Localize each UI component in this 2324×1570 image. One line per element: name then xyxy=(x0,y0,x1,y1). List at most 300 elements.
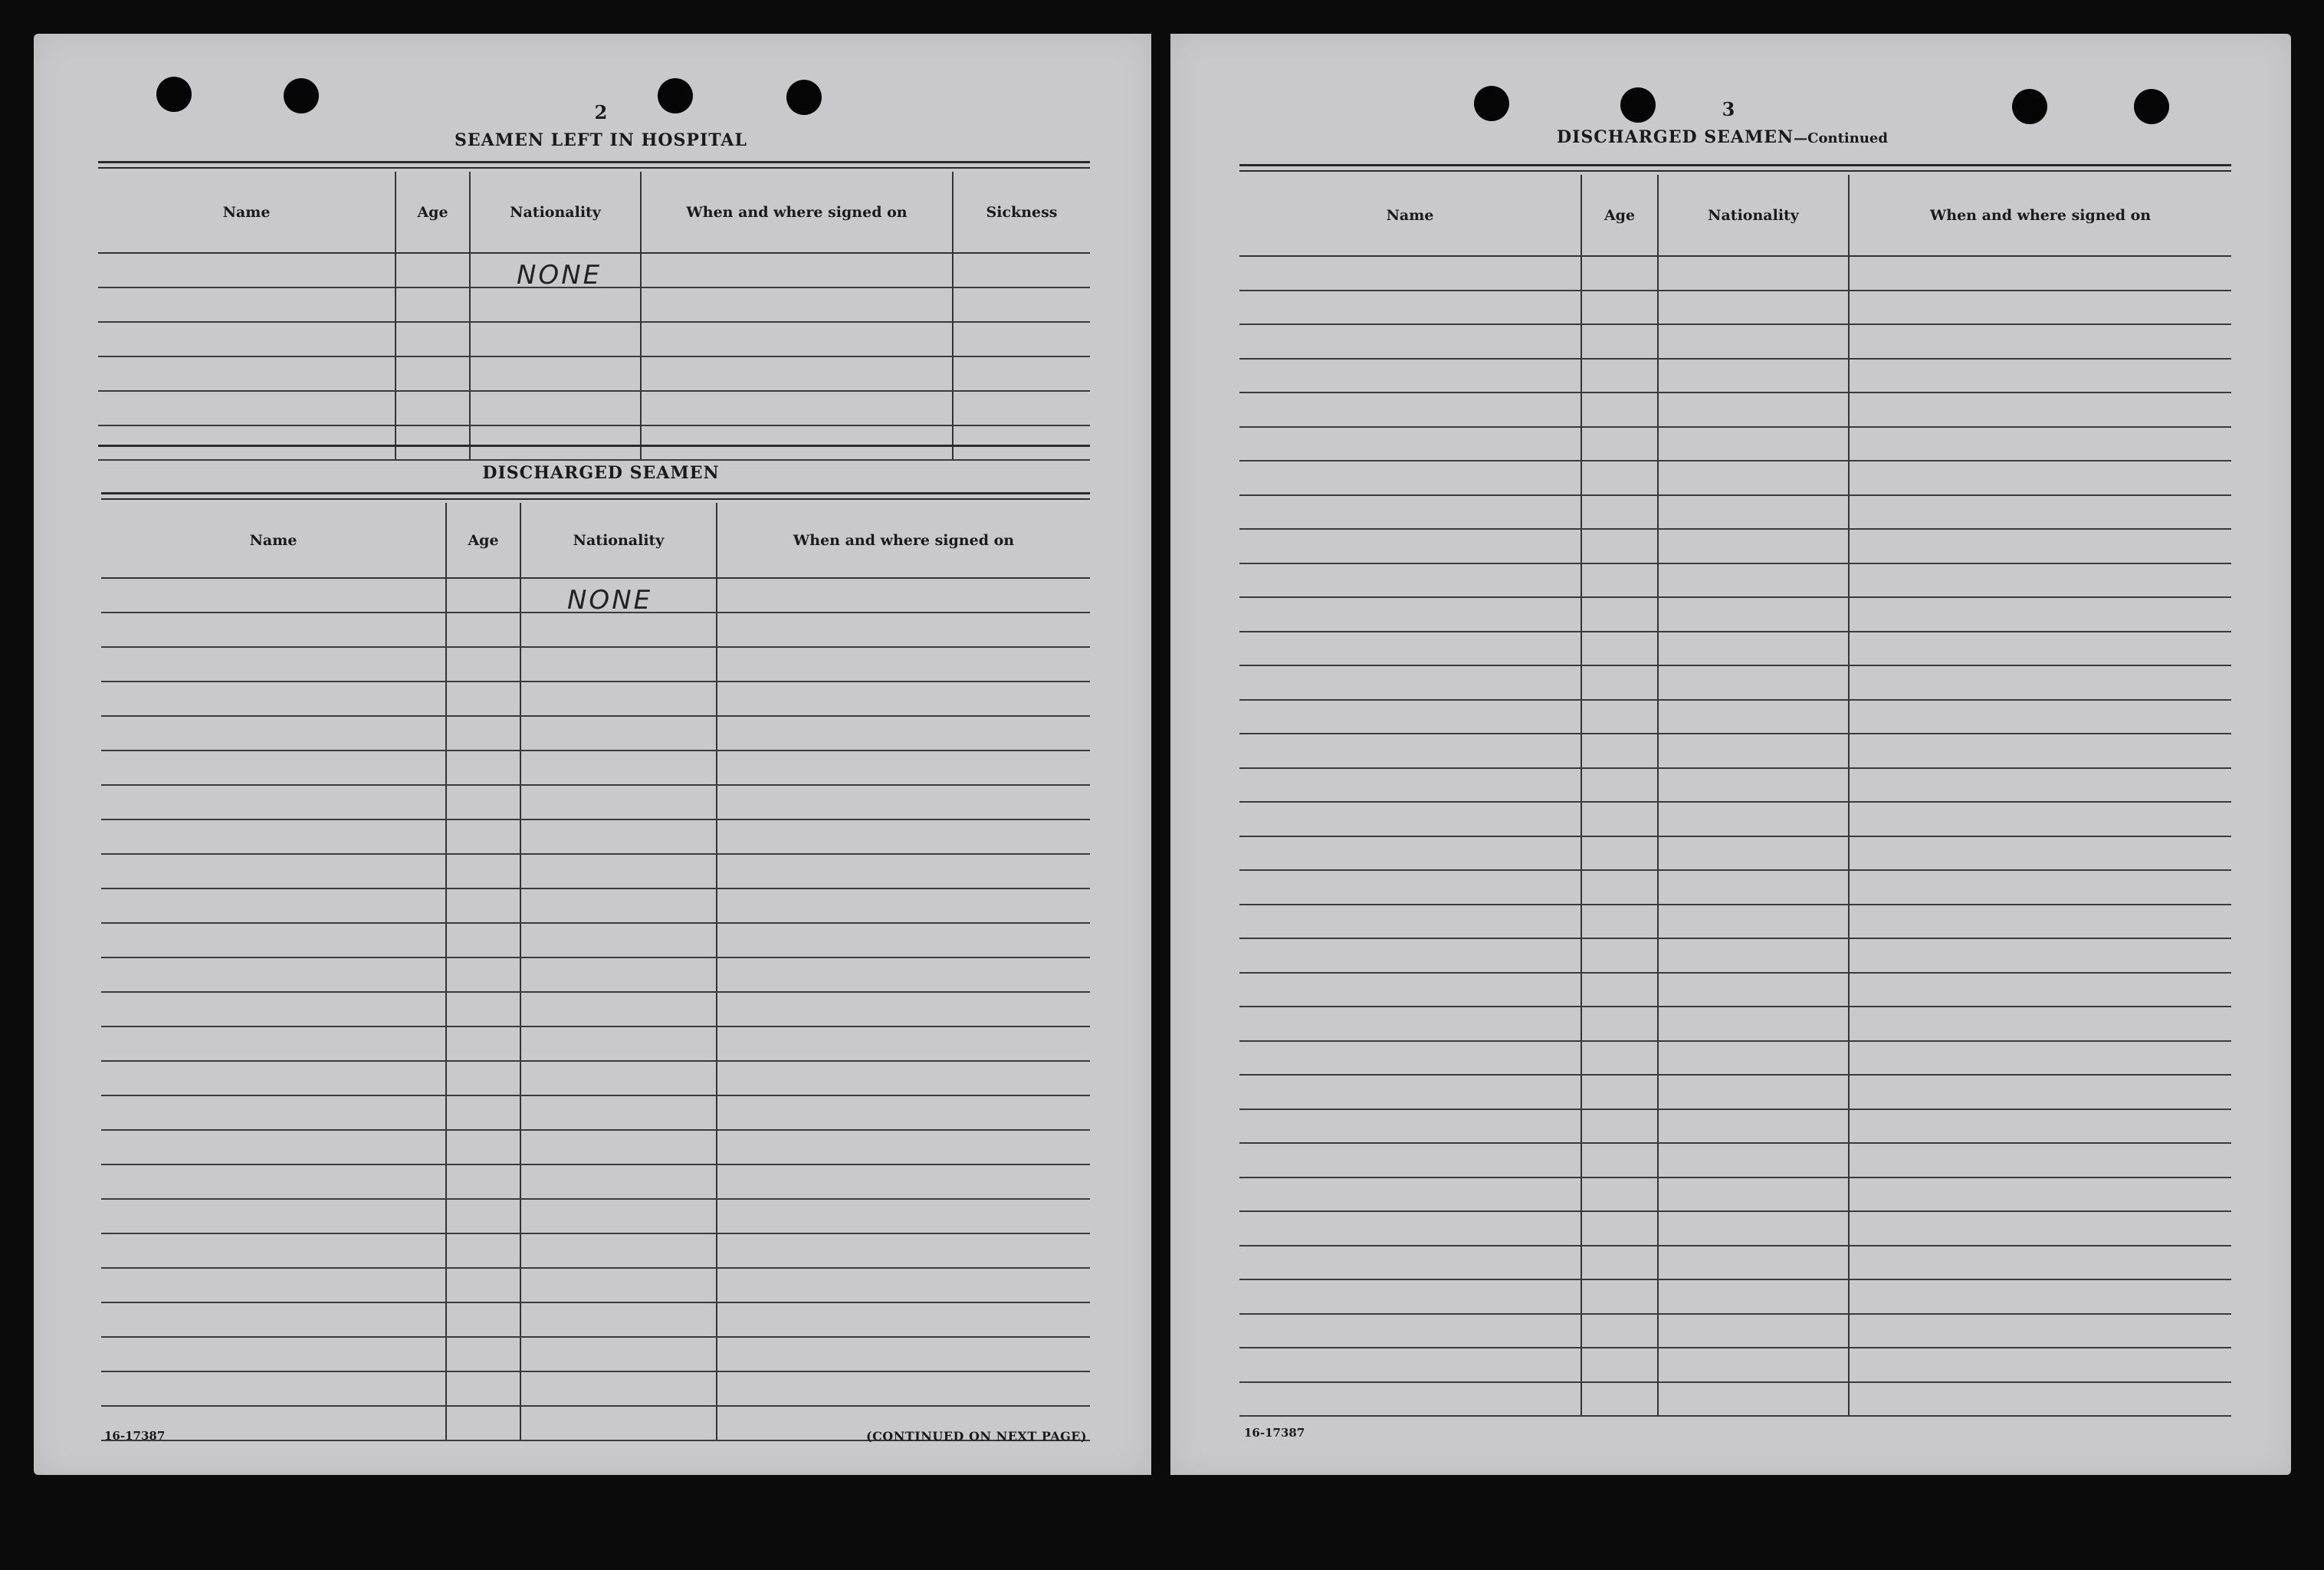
header-rule xyxy=(101,498,1090,500)
table-row xyxy=(1239,461,2231,495)
table-cell xyxy=(520,1337,717,1371)
table-cell xyxy=(446,992,520,1026)
header-rule xyxy=(1239,170,2231,172)
table-cell xyxy=(1849,665,2231,700)
table-row xyxy=(101,647,1090,682)
table-cell xyxy=(101,647,446,682)
table-cell xyxy=(446,785,520,819)
table-row xyxy=(1239,291,2231,325)
column-header: Name xyxy=(98,172,396,253)
table-cell xyxy=(101,1026,446,1061)
table-cell xyxy=(1581,700,1658,734)
table-row xyxy=(101,1337,1090,1371)
table-cell xyxy=(1849,359,2231,393)
table-cell xyxy=(1239,1246,1581,1280)
table-cell xyxy=(446,819,520,854)
table-cell xyxy=(1581,359,1658,393)
table-cell xyxy=(101,716,446,751)
table-cell xyxy=(717,1302,1090,1337)
table-row xyxy=(1239,1143,2231,1178)
section-title-hospital: SEAMEN LEFT IN HOSPITAL xyxy=(455,130,747,150)
table-cell xyxy=(1581,1109,1658,1144)
table-cell xyxy=(717,888,1090,923)
table-cell xyxy=(1581,734,1658,768)
table-cell xyxy=(446,957,520,992)
table-cell xyxy=(1239,392,1581,427)
table-row xyxy=(101,1164,1090,1199)
table-cell xyxy=(1239,597,1581,632)
table-row xyxy=(101,682,1090,716)
table-cell xyxy=(98,356,396,391)
table-row xyxy=(101,1026,1090,1061)
table-cell xyxy=(446,1199,520,1233)
table-cell xyxy=(446,1026,520,1061)
table-cell xyxy=(101,1371,446,1406)
table-cell xyxy=(1658,1314,1849,1348)
table-cell xyxy=(953,356,1090,391)
table-cell xyxy=(1239,563,1581,598)
table-cell xyxy=(98,322,396,356)
table-cell xyxy=(1239,1041,1581,1076)
table-cell xyxy=(1581,529,1658,563)
table-cell xyxy=(101,751,446,785)
table-cell xyxy=(1239,1143,1581,1178)
table-cell xyxy=(1239,1007,1581,1041)
table-cell xyxy=(1581,1211,1658,1246)
table-cell xyxy=(520,992,717,1026)
table-cell xyxy=(1849,461,2231,495)
table-cell xyxy=(1239,700,1581,734)
punch-hole xyxy=(1474,86,1509,121)
column-header: When and where signed on xyxy=(1849,175,2231,256)
page-number: 2 xyxy=(594,101,608,123)
table-cell xyxy=(101,923,446,957)
table-cell xyxy=(1849,597,2231,632)
table-cell xyxy=(1581,1178,1658,1212)
section-title-suffix: —Continued xyxy=(1794,130,1888,146)
table-cell xyxy=(396,356,470,391)
section-divider-rule xyxy=(98,445,1090,447)
table-cell xyxy=(520,716,717,751)
table-cell xyxy=(1581,291,1658,325)
table-cell xyxy=(396,425,470,460)
table-cell xyxy=(717,1026,1090,1061)
table-cell xyxy=(101,1337,446,1371)
table-cell xyxy=(101,1302,446,1337)
table-cell xyxy=(1849,1279,2231,1314)
table-row xyxy=(98,356,1090,391)
table-cell xyxy=(396,287,470,322)
table-row xyxy=(1239,802,2231,836)
table-cell xyxy=(1849,1211,2231,1246)
table-row xyxy=(1239,495,2231,530)
table-cell xyxy=(953,391,1090,425)
table-row xyxy=(101,992,1090,1026)
table-row xyxy=(1239,1007,2231,1041)
table-cell xyxy=(1581,1382,1658,1417)
table-row xyxy=(101,957,1090,992)
column-header: Age xyxy=(446,503,520,578)
table-cell xyxy=(101,854,446,888)
table-cell xyxy=(1239,359,1581,393)
table-cell xyxy=(1849,1143,2231,1178)
form-code: 16-17387 xyxy=(104,1429,166,1443)
table-cell xyxy=(98,391,396,425)
table-cell xyxy=(1849,734,2231,768)
table-cell xyxy=(101,682,446,716)
table-cell xyxy=(446,751,520,785)
table-cell xyxy=(1658,1075,1849,1109)
table-cell xyxy=(520,1371,717,1406)
section-title-discharged-continued xyxy=(1431,127,2014,147)
table-cell xyxy=(101,613,446,647)
punch-hole xyxy=(2134,89,2169,124)
table-row xyxy=(101,1199,1090,1233)
table-cell xyxy=(446,1302,520,1337)
table-row xyxy=(1239,1246,2231,1280)
table-cell xyxy=(520,1406,717,1440)
table-cell xyxy=(1239,1109,1581,1144)
table-cell xyxy=(446,1130,520,1164)
table-row xyxy=(1239,563,2231,598)
table-cell xyxy=(520,1095,717,1130)
table-cell xyxy=(1658,870,1849,905)
table-cell xyxy=(1849,1007,2231,1041)
table-row xyxy=(1239,768,2231,803)
table-row xyxy=(101,923,1090,957)
table-cell xyxy=(1849,836,2231,871)
table-cell xyxy=(717,682,1090,716)
column-header: When and where signed on xyxy=(717,503,1090,578)
table-cell xyxy=(717,578,1090,613)
table-cell xyxy=(446,1233,520,1268)
header-rule xyxy=(98,161,1090,163)
table-cell xyxy=(101,578,446,613)
table-cell xyxy=(1239,1279,1581,1314)
table-cell xyxy=(717,785,1090,819)
table-cell xyxy=(101,1233,446,1268)
table-row xyxy=(1239,1109,2231,1144)
table-cell xyxy=(101,1199,446,1233)
table-cell xyxy=(1658,392,1849,427)
table-row xyxy=(101,888,1090,923)
table-cell xyxy=(446,854,520,888)
table-cell xyxy=(1581,836,1658,871)
table-cell xyxy=(1658,359,1849,393)
table-cell xyxy=(717,647,1090,682)
table-cell xyxy=(1849,1348,2231,1382)
table-row xyxy=(101,1095,1090,1130)
column-header: Nationality xyxy=(520,503,717,578)
table-cell xyxy=(446,1371,520,1406)
table-cell xyxy=(396,253,470,287)
table-row xyxy=(98,425,1090,460)
table-cell xyxy=(520,1164,717,1199)
table-cell xyxy=(1239,973,1581,1007)
punch-hole xyxy=(2012,89,2047,124)
table-cell xyxy=(101,1268,446,1302)
table-header-row xyxy=(1239,175,2231,256)
header-rule xyxy=(98,167,1090,169)
table-cell xyxy=(1581,973,1658,1007)
table-cell xyxy=(717,1061,1090,1095)
table-cell xyxy=(1849,1041,2231,1076)
table-cell xyxy=(1581,1279,1658,1314)
right-page xyxy=(1170,34,2291,1475)
table-cell xyxy=(1239,529,1581,563)
table-cell xyxy=(446,923,520,957)
table-cell xyxy=(1581,665,1658,700)
punch-hole xyxy=(156,77,192,112)
table-cell xyxy=(1239,1382,1581,1417)
table-cell xyxy=(1658,461,1849,495)
punch-hole xyxy=(1620,87,1656,123)
table-row xyxy=(1239,427,2231,461)
table-cell xyxy=(470,356,641,391)
table-cell xyxy=(641,356,953,391)
table-row xyxy=(101,785,1090,819)
table-cell xyxy=(717,1337,1090,1371)
table-cell xyxy=(1658,563,1849,598)
table-row xyxy=(1239,836,2231,871)
table-body xyxy=(1239,256,2231,1416)
table-cell xyxy=(1581,597,1658,632)
column-header: Nationality xyxy=(470,172,641,253)
table-row xyxy=(98,287,1090,322)
table-cell xyxy=(1849,392,2231,427)
table-cell xyxy=(1581,905,1658,939)
table-row xyxy=(101,716,1090,751)
table-cell xyxy=(101,785,446,819)
column-header: Name xyxy=(1239,175,1581,256)
discharged-table-left xyxy=(101,503,1090,1441)
table-body xyxy=(98,253,1090,460)
table-cell xyxy=(1658,1348,1849,1382)
table-cell xyxy=(1239,905,1581,939)
header-rule xyxy=(101,492,1090,494)
table-row xyxy=(1239,938,2231,973)
table-cell xyxy=(98,253,396,287)
table-cell xyxy=(717,751,1090,785)
table-cell xyxy=(1849,563,2231,598)
section-title-discharged: DISCHARGED SEAMEN xyxy=(482,463,720,483)
table-cell xyxy=(717,854,1090,888)
table-cell xyxy=(1658,1279,1849,1314)
table-cell xyxy=(446,613,520,647)
table-cell xyxy=(717,819,1090,854)
table-cell xyxy=(396,391,470,425)
table-row xyxy=(1239,734,2231,768)
table-cell xyxy=(1239,256,1581,291)
table-row xyxy=(101,1130,1090,1164)
table-cell xyxy=(1849,1246,2231,1280)
table-cell xyxy=(717,1233,1090,1268)
table-cell xyxy=(1849,495,2231,530)
table-cell xyxy=(1658,1178,1849,1212)
column-header: Name xyxy=(101,503,446,578)
table-cell xyxy=(520,1199,717,1233)
table-row xyxy=(1239,870,2231,905)
table-cell xyxy=(1849,1075,2231,1109)
table-cell xyxy=(1581,1041,1658,1076)
table-cell xyxy=(1658,632,1849,666)
table-cell xyxy=(717,992,1090,1026)
table-cell xyxy=(1239,938,1581,973)
table-row xyxy=(1239,392,2231,427)
table-cell xyxy=(520,1061,717,1095)
table-header-row xyxy=(101,503,1090,578)
table-cell xyxy=(101,1095,446,1130)
handwritten-entry: NONE xyxy=(567,584,653,616)
table-cell xyxy=(101,1061,446,1095)
table-row xyxy=(1239,324,2231,359)
table-cell xyxy=(1581,938,1658,973)
table-cell xyxy=(446,1337,520,1371)
table-cell xyxy=(520,957,717,992)
table-cell xyxy=(1658,1143,1849,1178)
table-cell xyxy=(641,391,953,425)
table-cell xyxy=(1239,1211,1581,1246)
table-cell xyxy=(1239,802,1581,836)
table-cell xyxy=(101,888,446,923)
table-cell xyxy=(101,819,446,854)
table-cell xyxy=(520,854,717,888)
table-cell xyxy=(1239,1348,1581,1382)
table-row xyxy=(1239,632,2231,666)
table-cell xyxy=(717,957,1090,992)
table-cell xyxy=(1849,768,2231,803)
header-rule xyxy=(1239,164,2231,166)
table-row xyxy=(1239,1075,2231,1109)
table-cell xyxy=(101,1164,446,1199)
table-cell xyxy=(1849,870,2231,905)
table-cell xyxy=(1849,938,2231,973)
column-header: Nationality xyxy=(1658,175,1849,256)
table-cell xyxy=(520,682,717,716)
form-code: 16-17387 xyxy=(1244,1426,1305,1440)
table-cell xyxy=(470,253,641,291)
punch-hole xyxy=(786,80,822,115)
table-row xyxy=(101,751,1090,785)
table-cell xyxy=(717,613,1090,647)
table-cell xyxy=(1658,1211,1849,1246)
punch-hole xyxy=(658,78,693,113)
table-cell xyxy=(520,1302,717,1337)
table-row xyxy=(1239,665,2231,700)
column-header: Age xyxy=(1581,175,1658,256)
table-cell xyxy=(717,1130,1090,1164)
table-cell xyxy=(1581,392,1658,427)
table-cell xyxy=(1239,427,1581,461)
table-cell xyxy=(1239,1075,1581,1109)
page-number: 3 xyxy=(1722,98,1735,120)
table-cell xyxy=(520,1233,717,1268)
table-cell xyxy=(717,1199,1090,1233)
table-cell xyxy=(520,785,717,819)
table-row xyxy=(101,1371,1090,1406)
table-cell xyxy=(1849,632,2231,666)
table-cell xyxy=(1849,1109,2231,1144)
table-row xyxy=(1239,1279,2231,1314)
discharged-table-right xyxy=(1239,175,2231,1417)
table-cell xyxy=(1658,938,1849,973)
table-row xyxy=(1239,1348,2231,1382)
table-cell xyxy=(1849,905,2231,939)
table-cell xyxy=(1849,1382,2231,1417)
table-cell xyxy=(1581,1143,1658,1178)
table-cell xyxy=(446,647,520,682)
table-row xyxy=(101,578,1090,613)
table-cell xyxy=(1581,1007,1658,1041)
table-cell xyxy=(520,1026,717,1061)
table-cell xyxy=(1239,632,1581,666)
table-cell xyxy=(101,957,446,992)
table-cell xyxy=(1581,632,1658,666)
table-row xyxy=(1239,359,2231,393)
table-row xyxy=(1239,256,2231,291)
table-cell xyxy=(101,1130,446,1164)
table-row xyxy=(1239,597,2231,632)
continued-note: (CONTINUED ON NEXT PAGE) xyxy=(866,1429,1088,1444)
table-cell xyxy=(641,322,953,356)
table-cell xyxy=(1581,870,1658,905)
table-cell xyxy=(717,923,1090,957)
table-cell xyxy=(717,1268,1090,1302)
table-cell xyxy=(470,322,641,356)
table-row xyxy=(1239,1382,2231,1417)
table-cell xyxy=(953,425,1090,460)
table-cell xyxy=(396,322,470,356)
table-cell xyxy=(1239,768,1581,803)
table-cell xyxy=(1658,1109,1849,1144)
table-cell xyxy=(1658,1041,1849,1076)
table-cell xyxy=(1658,427,1849,461)
table-cell xyxy=(1658,291,1849,325)
table-cell xyxy=(1658,529,1849,563)
table-cell xyxy=(1849,802,2231,836)
table-cell xyxy=(1849,529,2231,563)
table-cell xyxy=(1658,495,1849,530)
table-cell xyxy=(953,253,1090,287)
table-cell xyxy=(1658,734,1849,768)
table-row xyxy=(1239,1211,2231,1246)
table-row xyxy=(101,1302,1090,1337)
table-cell xyxy=(1658,973,1849,1007)
table-cell xyxy=(1658,324,1849,359)
table-row xyxy=(98,391,1090,425)
table-cell xyxy=(1581,324,1658,359)
table-cell xyxy=(1581,427,1658,461)
table-cell xyxy=(446,578,520,613)
table-cell xyxy=(1849,973,2231,1007)
table-cell xyxy=(1581,1075,1658,1109)
table-cell xyxy=(1239,495,1581,530)
table-cell xyxy=(520,888,717,923)
table-cell xyxy=(1581,461,1658,495)
table-cell xyxy=(446,716,520,751)
table-cell xyxy=(953,322,1090,356)
table-cell xyxy=(1581,768,1658,803)
table-cell xyxy=(1849,700,2231,734)
table-cell xyxy=(520,1130,717,1164)
table-cell xyxy=(1658,665,1849,700)
table-cell xyxy=(1581,1314,1658,1348)
table-cell xyxy=(446,1268,520,1302)
table-cell xyxy=(520,751,717,785)
table-cell xyxy=(520,819,717,854)
table-cell xyxy=(1239,291,1581,325)
table-row xyxy=(1239,973,2231,1007)
